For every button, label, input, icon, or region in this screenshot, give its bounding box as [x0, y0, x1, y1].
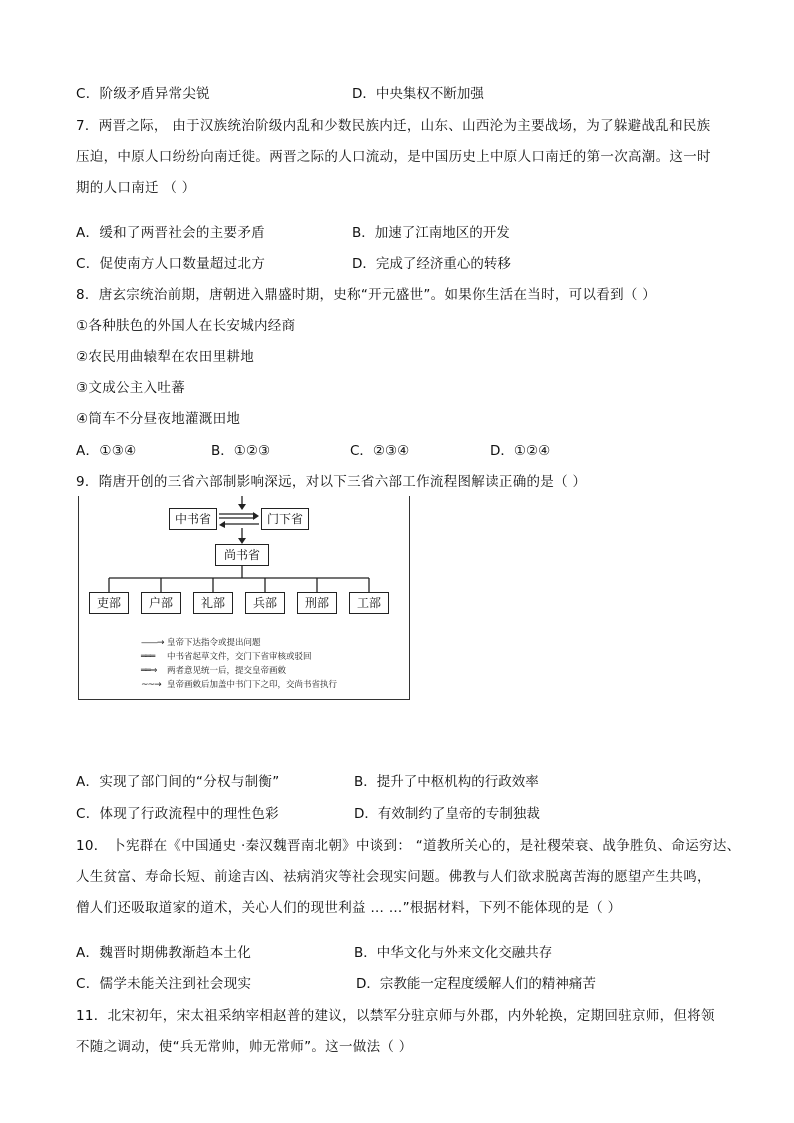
- q8-statement-2: ②农民用曲辕犁在农田里耕地: [76, 349, 255, 365]
- q8-option-a: A．①③④: [76, 443, 137, 459]
- legend-text: 皇帝画敕后加盖中书门下之印，交尚书省执行: [167, 680, 338, 690]
- q7-stem-line2: 压迫，中原人口纷纷向南迁徙。两晋之际的人口流动，是中国历史上中原人口南迁的第一次高潮。这一时: [76, 149, 711, 165]
- q10-stem-line3: 僧人们还吸取道家的道术，关心人们的现世利益 … …”根据材料，下列不能体现的是（ ）: [76, 900, 622, 916]
- q8-stem: 8．唐玄宗统治前期，唐朝进入鼎盛时期，史称“开元盛世”。如果你生活在当时，可以看到（ ）: [76, 287, 657, 303]
- q9-option-c: C．体现了行政流程中的理性色彩: [76, 806, 279, 822]
- q7-stem-line3: 期的人口南迁 （ ）: [76, 180, 196, 196]
- q9-option-a: A．实现了部门间的“分权与制衡”: [76, 774, 280, 790]
- q7-option-b: B．加速了江南地区的开发: [352, 225, 510, 241]
- box-hubu: 户部: [141, 592, 181, 614]
- legend-text: 两者意见统一后，提交皇帝画敕: [167, 666, 287, 676]
- box-shangshu: 尚书省: [215, 544, 269, 566]
- q10-option-a: A．魏晋时期佛教渐趋本土化: [76, 945, 252, 961]
- legend-item: [141, 664, 286, 676]
- q7-option-a: A．缓和了两晋社会的主要矛盾: [76, 225, 265, 241]
- legend-symbol: ═══: [141, 652, 155, 662]
- q8-statement-3: ③文成公主入吐蕃: [76, 380, 186, 396]
- q10-option-d: D．宗教能一定程度缓解人们的精神痛苦: [356, 976, 596, 992]
- q8-statement-4: ④筒车不分昼夜地灌溉田地: [76, 411, 241, 427]
- q9-stem: 9．隋唐开创的三省六部制影响深远，对以下三省六部工作流程图解读正确的是（ ）: [76, 474, 587, 490]
- q11-stem-line1: 11．北宋初年，宋太祖采纳宰相赵普的建议，以禁军分驻京师与外郡，内外轮换，定期回驻京师，但将领: [76, 1008, 715, 1024]
- box-menxia: 门下省: [261, 508, 309, 530]
- q9-option-b: B．提升了中枢机构的行政效率: [354, 774, 539, 790]
- box-libu-personnel: 吏部: [89, 592, 129, 614]
- legend-item: [141, 650, 312, 662]
- q6-option-c: C．阶级矛盾异常尖锐: [76, 86, 210, 102]
- q8-option-b: B．①②③: [211, 443, 271, 459]
- legend-item: [141, 678, 337, 690]
- q7-option-d: D．完成了经济重心的转移: [352, 256, 511, 272]
- q10-option-b: B．中华文化与外来文化交融共存: [354, 945, 553, 961]
- q8-statement-1: ①各种肤色的外国人在长安城内经商: [76, 318, 296, 334]
- box-zhongshu: 中书省: [169, 508, 217, 530]
- legend-text: 中书省起草文件，交门下省审核或驳回: [167, 652, 312, 662]
- box-gongbu: 工部: [349, 592, 389, 614]
- legend-symbol: ~~→: [141, 680, 161, 690]
- box-bingbu: 兵部: [245, 592, 285, 614]
- q8-option-d: D．①②④: [490, 443, 551, 459]
- q10-stem-line2: 人生贫富、寿命长短、前途吉凶、祛病消灾等社会现实问题。佛教与人们欲求脱离苦海的愿望产生共鸣，: [76, 869, 711, 885]
- q8-option-c: C．②③④: [350, 443, 410, 459]
- legend-item: [141, 636, 261, 648]
- q7-option-c: C．促使南方人口数量超过北方: [76, 256, 266, 272]
- q7-stem-line1: 7．两晋之际， 由于汉族统治阶级内乱和少数民族内迁，山东、山西沦为主要战场，为了躲避战乱和民族: [76, 118, 711, 134]
- q11-stem-line2: 不随之调动，使“兵无常帅，帅无常师”。这一做法（ ）: [76, 1039, 413, 1055]
- q10-option-c: C．儒学未能关注到社会现实: [76, 976, 252, 992]
- box-xingbu: 刑部: [297, 592, 337, 614]
- legend-symbol: ——→: [141, 638, 164, 648]
- legend-text: 皇帝下达指令或提出问题: [167, 638, 261, 648]
- three-departments-flowchart: [78, 496, 410, 700]
- legend-symbol: ══⇒: [141, 666, 157, 676]
- box-libu-rites: 礼部: [193, 592, 233, 614]
- q6-option-d: D．中央集权不断加强: [352, 86, 484, 102]
- q10-stem-line1: 10． 卜宪群在《中国通史 ·秦汉魏晋南北朝》中谈到： “道教所关心的，是社稷荣衰、战争胜负、命运穷达、: [76, 838, 741, 854]
- q9-option-d: D．有效制约了皇帝的专制独裁: [354, 806, 540, 822]
